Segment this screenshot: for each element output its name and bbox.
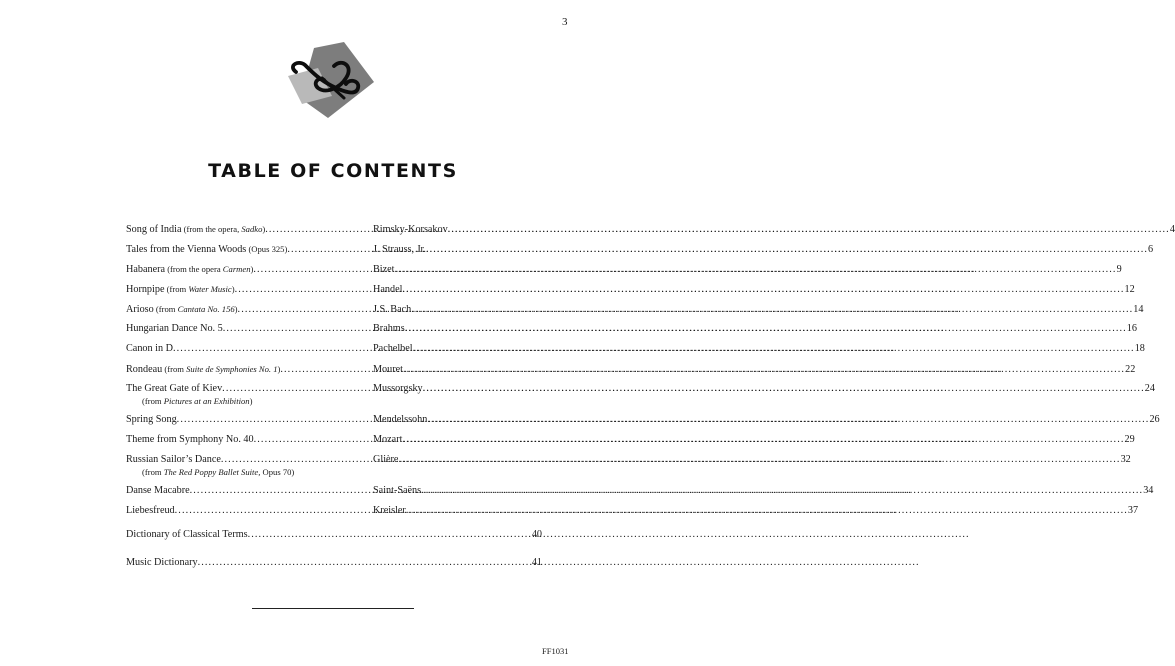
entry-title <box>126 342 173 356</box>
entry-subtitle-prefix: (from <box>142 396 164 406</box>
entry-title-column <box>126 342 373 356</box>
dot-leader <box>277 363 373 377</box>
entry-title-text: Rondeau <box>126 364 163 375</box>
entry-composer-column <box>373 263 1122 277</box>
entry-title <box>126 302 238 317</box>
entry-subtitle <box>126 396 542 407</box>
dot-leader <box>405 322 1127 336</box>
entry-page: 32 <box>1120 454 1131 465</box>
toc-entry-line <box>126 222 1175 237</box>
entry-composer: J. Strauss, Jr. <box>373 244 426 255</box>
entry-title <box>126 362 280 377</box>
entry-composer: Bizet <box>373 264 395 275</box>
entry-title-column <box>126 302 373 317</box>
toc-entry <box>126 453 1131 478</box>
entry-page: 40 <box>531 529 542 540</box>
entry-page: 9 <box>1116 264 1122 275</box>
dot-leader <box>287 243 373 257</box>
toc-extra-entry <box>126 556 542 570</box>
dot-leader <box>222 382 373 396</box>
entry-note-prefix: (from <box>166 284 189 294</box>
toc-entry-line <box>126 556 542 570</box>
entry-composer: J.S. Bach <box>373 304 412 315</box>
dot-leader <box>221 453 373 467</box>
toc-entry <box>126 222 1175 237</box>
page-title: TABLE OF CONTENTS <box>208 160 458 182</box>
entry-composer-column <box>373 382 1155 396</box>
entry-subtitle-italic: The Red Poppy Ballet Suite, <box>163 467 261 477</box>
toc-entry-line <box>126 242 1154 257</box>
entry-composer-column <box>373 322 1137 336</box>
entry-note-suffix: ) <box>250 264 254 274</box>
entry-title-text: Song of India <box>126 224 182 235</box>
scroll-clef-icon <box>282 38 382 122</box>
entry-note-suffix: ) <box>262 224 266 234</box>
entry-title <box>126 242 287 257</box>
entry-title <box>126 322 223 336</box>
entry-composer-column <box>373 363 1135 377</box>
entry-note-prefix: (Opus 325) <box>248 244 288 254</box>
entry-title-column <box>126 433 373 447</box>
entry-composer-column <box>373 243 1153 257</box>
entry-composer: Mouret <box>373 364 403 375</box>
dot-leader <box>248 528 532 542</box>
entry-title-text: Hornpipe <box>126 284 165 295</box>
entry-note-italic: Sadko <box>241 224 263 234</box>
dot-leader <box>238 303 373 317</box>
dot-leader <box>402 433 1124 447</box>
toc-entry-line <box>126 362 1136 377</box>
entry-composer: Kreisler <box>373 505 406 516</box>
toc-entry-line <box>126 504 1139 518</box>
entry-note-prefix: (from the opera <box>167 264 223 274</box>
entry-subtitle <box>126 467 542 478</box>
toc-entry-line <box>126 322 1137 336</box>
dot-leader <box>423 382 1145 396</box>
entry-note-italic: Carmen <box>222 264 251 274</box>
entry-page: 6 <box>1148 244 1154 255</box>
entry-title-column <box>126 322 373 336</box>
dot-leader <box>198 556 532 570</box>
entry-page: 24 <box>1144 383 1155 394</box>
toc-entry <box>126 302 1144 317</box>
entry-title-column <box>126 282 373 297</box>
toc-entry-line <box>126 302 1144 317</box>
catalog-code: FF1031 <box>542 646 569 656</box>
entry-title-text: Arioso <box>126 304 154 315</box>
entry-subtitle-suffix: Opus 70) <box>260 467 295 477</box>
entry-composer-column <box>373 303 1143 317</box>
entry-page: 22 <box>1125 364 1136 375</box>
entry-page: 4 <box>1169 224 1175 235</box>
entry-title <box>126 433 254 447</box>
toc-entry-line <box>126 382 1155 396</box>
dot-leader <box>395 263 1117 277</box>
dot-leader <box>402 283 1124 297</box>
entry-composer-column <box>373 342 1145 356</box>
entry-note <box>181 224 265 234</box>
entry-note-prefix: (from <box>164 364 187 374</box>
entry-composer: Brahms <box>373 323 405 334</box>
entry-note <box>154 304 238 314</box>
entry-page: 37 <box>1127 505 1139 516</box>
entry-page: 16 <box>1126 323 1137 334</box>
entry-title-column <box>126 453 373 467</box>
entry-title <box>126 504 175 518</box>
entry-note <box>165 264 253 274</box>
entry-title <box>126 382 222 396</box>
dot-leader <box>427 413 1149 427</box>
entry-composer: Rimsky-Korsakov <box>373 224 448 235</box>
entry-title-column <box>126 362 373 377</box>
entry-title <box>126 484 190 498</box>
dot-leader <box>235 283 373 297</box>
dot-leader <box>398 453 1120 467</box>
entry-composer-column <box>373 453 1131 467</box>
entry-title-column <box>126 413 373 427</box>
entry-subtitle-suffix: ) <box>249 396 253 406</box>
toc-entry <box>126 484 1154 498</box>
dot-leader <box>421 484 1143 498</box>
toc-entry <box>126 282 1135 297</box>
toc-entry-line <box>126 342 1145 356</box>
entry-title-text: Theme from Symphony No. 40 <box>126 434 254 445</box>
entry-composer: Mendelssohn <box>373 414 428 425</box>
page-number: 3 <box>562 16 568 28</box>
entry-note-italic: Suite de Symphonies No. 1 <box>186 364 278 374</box>
entry-composer-column <box>373 223 1175 237</box>
entry-page: 12 <box>1124 284 1135 295</box>
entry-composer: Mussorgsky <box>373 383 423 394</box>
toc-entry <box>126 342 1145 356</box>
entry-title: Dictionary of Classical Terms <box>126 529 248 540</box>
entry-composer-column <box>373 484 1153 498</box>
entry-page: 26 <box>1149 414 1160 425</box>
entry-title-column <box>126 222 373 237</box>
dot-leader <box>173 342 373 356</box>
dot-leader <box>411 303 1133 317</box>
dot-leader <box>403 363 1125 377</box>
entry-composer: Mozart <box>373 434 403 445</box>
dot-leader <box>254 433 373 447</box>
entry-composer: Saint-Saëns <box>373 485 422 496</box>
dot-leader <box>250 263 373 277</box>
treble-clef-emblem <box>282 38 382 122</box>
entry-title-text: Danse Macabre <box>126 485 190 496</box>
dot-leader <box>448 223 1170 237</box>
entry-page: 29 <box>1124 434 1135 445</box>
entry-note-suffix: ) <box>277 364 281 374</box>
entry-page: 18 <box>1134 343 1145 354</box>
dot-leader <box>265 223 373 237</box>
dot-leader <box>223 322 373 336</box>
toc-entry-line <box>126 453 1131 467</box>
entry-note <box>164 284 234 294</box>
entry-title-text: Habanera <box>126 264 166 275</box>
entry-title-text: Canon in D <box>126 343 173 354</box>
entry-composer-column <box>373 283 1135 297</box>
entry-title <box>126 222 265 237</box>
toc-entry <box>126 262 1122 277</box>
entry-note-suffix: ) <box>234 304 238 314</box>
toc-entry <box>126 322 1137 336</box>
entry-title-column <box>126 382 373 396</box>
bottom-rule <box>252 608 414 609</box>
entry-title <box>126 453 221 467</box>
entry-title-text: Liebesfreud <box>126 505 175 516</box>
entry-title-column <box>126 504 373 518</box>
entry-note-suffix: ) <box>231 284 235 294</box>
toc-entry-line <box>126 528 542 542</box>
entry-composer-column <box>373 413 1160 427</box>
dot-leader <box>175 504 373 518</box>
entry-title-column <box>126 262 373 277</box>
toc-entry <box>126 382 1155 407</box>
entry-note <box>162 364 280 374</box>
toc-entry <box>126 504 1139 518</box>
entry-page: 14 <box>1133 304 1144 315</box>
toc-entry-line <box>126 282 1135 297</box>
dot-leader <box>406 504 1128 518</box>
toc-entry-line <box>126 262 1122 277</box>
entry-subtitle-italic: Pictures at an Exhibition <box>163 396 250 406</box>
toc-entry-line <box>126 413 1160 427</box>
toc-extra-entry <box>126 528 542 542</box>
entry-note-italic: Water Music <box>188 284 232 294</box>
entry-title-column <box>126 484 373 498</box>
entry-title: Music Dictionary <box>126 557 198 568</box>
entry-title-column <box>126 242 373 257</box>
entry-note <box>246 244 287 254</box>
entry-composer: Handel <box>373 284 403 295</box>
dot-leader <box>190 484 373 498</box>
entry-composer: Pachelbel <box>373 343 413 354</box>
entry-title-text: Tales from the Vienna Woods <box>126 244 247 255</box>
entry-subtitle-prefix: (from <box>142 467 164 477</box>
entry-composer-column <box>373 504 1138 518</box>
entry-title-text: The Great Gate of Kiev <box>126 383 223 394</box>
toc-entry <box>126 362 1136 377</box>
entry-title <box>126 262 253 277</box>
toc-entry <box>126 242 1154 257</box>
entry-page: 34 <box>1143 485 1154 496</box>
entry-title-text: Spring Song <box>126 414 177 425</box>
entry-note-italic: Cantata No. 156 <box>177 304 235 314</box>
entry-title <box>126 413 177 427</box>
entry-title-text: Hungarian Dance No. 5 <box>126 323 223 334</box>
entry-title-text: Russian Sailor’s Dance <box>126 454 221 465</box>
entry-note-prefix: (from <box>155 304 178 314</box>
entry-composer: Glière <box>373 454 399 465</box>
entry-note-prefix: (from the opera, <box>183 224 242 234</box>
entry-page: 41 <box>531 557 542 568</box>
toc-entry <box>126 413 1160 427</box>
toc-entry-line <box>126 484 1154 498</box>
dot-leader <box>177 413 373 427</box>
entry-title <box>126 282 235 297</box>
toc-entry <box>126 433 1135 447</box>
toc-entry-line <box>126 433 1135 447</box>
dot-leader <box>426 243 1148 257</box>
entry-composer-column <box>373 433 1135 447</box>
dot-leader <box>413 342 1135 356</box>
